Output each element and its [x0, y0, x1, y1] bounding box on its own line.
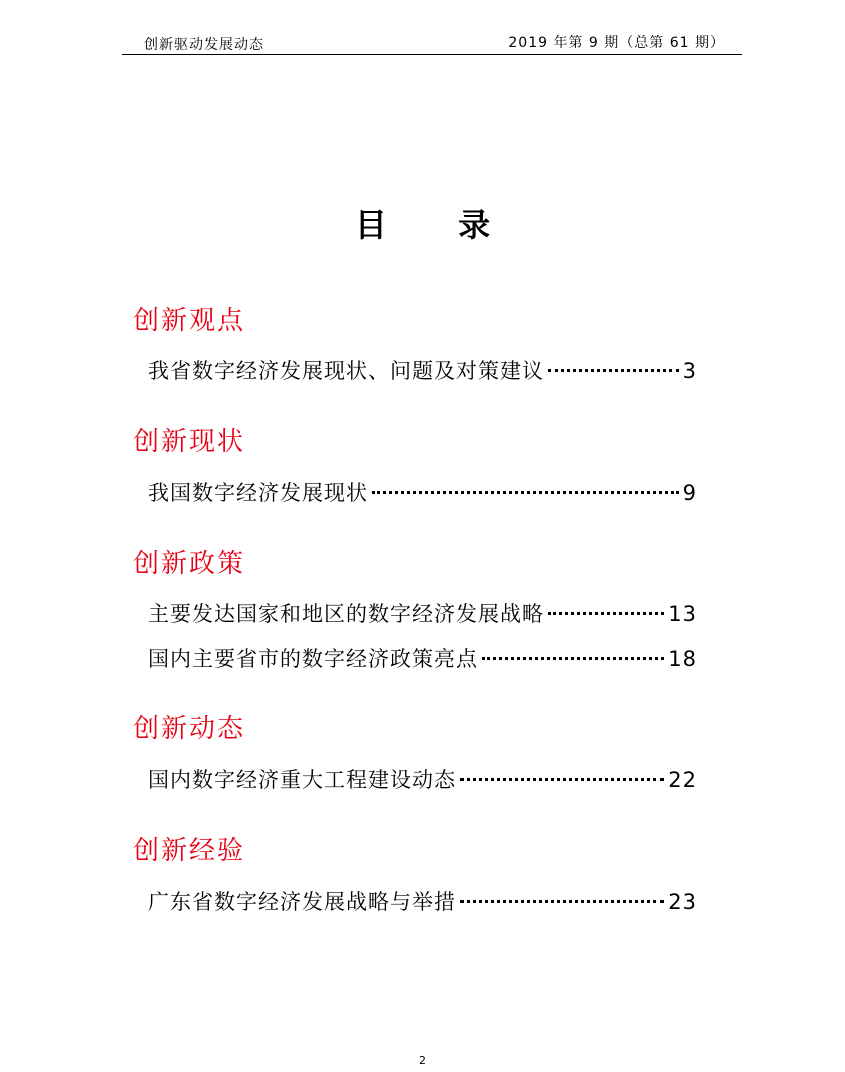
toc-entry-page: 18: [668, 647, 697, 671]
toc-entry[interactable]: [148, 477, 697, 507]
toc-entry-text: 我国数字经济发展现状: [148, 481, 368, 505]
toc-entry-page: 13: [668, 602, 697, 626]
toc-entry-page: 9: [682, 481, 697, 505]
dot-leader: [548, 369, 679, 372]
dot-leader: [372, 491, 679, 494]
section-heading-dynamics: 创新动态: [133, 714, 246, 744]
section-heading-experience: 创新经验: [133, 836, 246, 866]
toc-entry[interactable]: [148, 355, 697, 385]
toc-entry-text: 广东省数字经济发展战略与举措: [148, 890, 456, 914]
header-divider: [122, 54, 742, 55]
dot-leader: [460, 900, 664, 903]
toc-title: 目 录: [354, 206, 521, 244]
dot-leader: [482, 657, 664, 660]
running-header-title: 创新驱动发展动态: [144, 37, 264, 53]
toc-entry-text: 主要发达国家和地区的数字经济发展战略: [148, 602, 544, 626]
toc-entry[interactable]: [148, 764, 697, 794]
toc-entry[interactable]: [148, 598, 697, 628]
toc-entry[interactable]: [148, 886, 697, 916]
section-heading-viewpoint: 创新观点: [133, 306, 246, 336]
running-header-issue: 2019 年第 9 期（总第 61 期）: [508, 35, 725, 51]
page-number: 2: [419, 1054, 426, 1067]
section-heading-policy: 创新政策: [133, 549, 246, 579]
toc-entry-text: 国内数字经济重大工程建设动态: [148, 768, 456, 792]
toc-entry-page: 22: [668, 768, 697, 792]
toc-entry-text: 国内主要省市的数字经济政策亮点: [148, 647, 478, 671]
toc-entry-text: 我省数字经济发展现状、问题及对策建议: [148, 359, 544, 383]
section-heading-status: 创新现状: [133, 427, 246, 457]
dot-leader: [548, 612, 664, 615]
toc-entry-page: 3: [682, 359, 697, 383]
toc-entry-page: 23: [668, 890, 697, 914]
toc-entry[interactable]: [148, 643, 697, 673]
dot-leader: [460, 778, 664, 781]
